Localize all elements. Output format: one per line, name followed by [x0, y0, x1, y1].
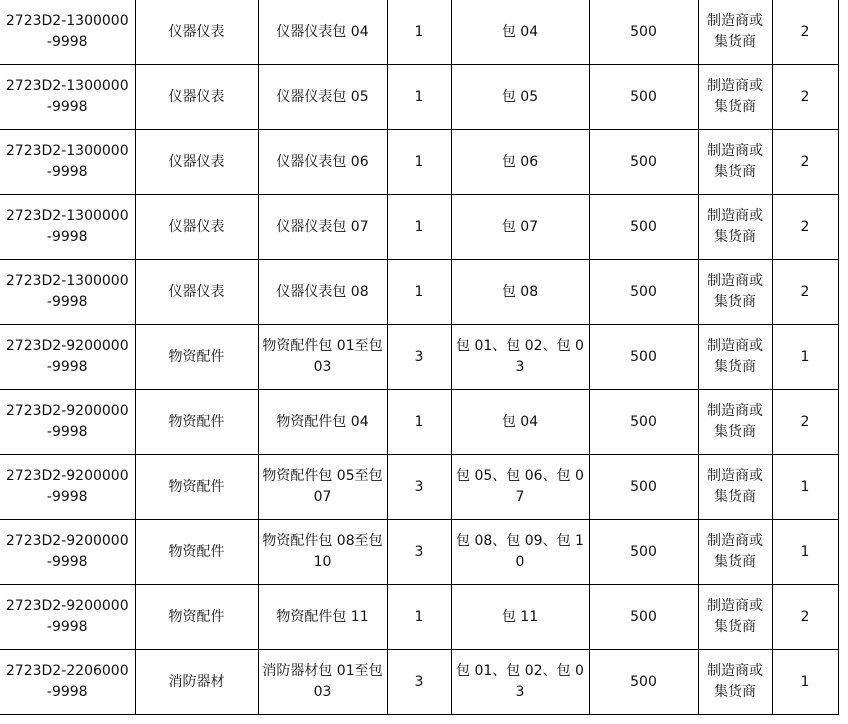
package-no-cell: 包 04 — [451, 390, 589, 455]
code-cell: 2723D2-9200000-9998 — [0, 325, 135, 390]
category-cell: 物资配件 — [135, 390, 258, 455]
table-row — [0, 650, 838, 715]
supplier-type-cell: 制造商或集货商 — [698, 195, 772, 260]
amount-cell: 500 — [589, 130, 698, 195]
amount-cell: 500 — [589, 390, 698, 455]
package-no-cell: 包 06 — [451, 130, 589, 195]
amount-cell: 500 — [589, 195, 698, 260]
qty-cell: 2 — [772, 195, 838, 260]
count-cell: 3 — [387, 325, 451, 390]
amount-cell: 500 — [589, 65, 698, 130]
amount-cell: 500 — [589, 325, 698, 390]
code-cell: 2723D2-1300000-9998 — [0, 195, 135, 260]
qty-cell: 1 — [772, 520, 838, 585]
category-cell: 仪器仪表 — [135, 260, 258, 325]
qty-cell: 1 — [772, 455, 838, 520]
package-no-cell: 包 08、包 09、包 10 — [451, 520, 589, 585]
category-cell: 仪器仪表 — [135, 65, 258, 130]
qty-cell: 2 — [772, 0, 838, 65]
table-row — [0, 130, 838, 195]
qty-cell: 1 — [772, 325, 838, 390]
count-cell: 1 — [387, 260, 451, 325]
count-cell: 1 — [387, 0, 451, 65]
count-cell: 1 — [387, 390, 451, 455]
package-name-cell: 仪器仪表包 08 — [258, 260, 387, 325]
package-name-cell: 仪器仪表包 05 — [258, 65, 387, 130]
package-name-cell: 物资配件包 01至包 03 — [258, 325, 387, 390]
package-name-cell: 仪器仪表包 04 — [258, 0, 387, 65]
count-cell: 3 — [387, 520, 451, 585]
qty-cell: 2 — [772, 260, 838, 325]
qty-cell: 2 — [772, 585, 838, 650]
count-cell: 1 — [387, 65, 451, 130]
amount-cell: 500 — [589, 585, 698, 650]
count-cell: 1 — [387, 130, 451, 195]
package-no-cell: 包 05 — [451, 65, 589, 130]
table-row — [0, 0, 838, 65]
qty-cell: 2 — [772, 130, 838, 195]
table-row — [0, 325, 838, 390]
supplier-type-cell: 制造商或集货商 — [698, 260, 772, 325]
table-row — [0, 260, 838, 325]
package-name-cell: 消防器材包 01至包 03 — [258, 650, 387, 715]
supplier-type-cell: 制造商或集货商 — [698, 0, 772, 65]
category-cell: 物资配件 — [135, 520, 258, 585]
code-cell: 2723D2-1300000-9998 — [0, 65, 135, 130]
code-cell: 2723D2-2206000-9998 — [0, 650, 135, 715]
package-no-cell: 包 08 — [451, 260, 589, 325]
code-cell: 2723D2-9200000-9998 — [0, 520, 135, 585]
supplier-type-cell: 制造商或集货商 — [698, 520, 772, 585]
qty-cell: 2 — [772, 390, 838, 455]
amount-cell: 500 — [589, 455, 698, 520]
table-row — [0, 455, 838, 520]
qty-cell: 1 — [772, 650, 838, 715]
table-row — [0, 585, 838, 650]
code-cell: 2723D2-9200000-9998 — [0, 585, 135, 650]
supplier-type-cell: 制造商或集货商 — [698, 325, 772, 390]
package-no-cell: 包 04 — [451, 0, 589, 65]
package-name-cell: 物资配件包 08至包 10 — [258, 520, 387, 585]
category-cell: 仪器仪表 — [135, 130, 258, 195]
supplier-type-cell: 制造商或集货商 — [698, 130, 772, 195]
package-name-cell: 物资配件包 11 — [258, 585, 387, 650]
supplier-type-cell: 制造商或集货商 — [698, 585, 772, 650]
category-cell: 物资配件 — [135, 455, 258, 520]
package-name-cell: 仪器仪表包 07 — [258, 195, 387, 260]
code-cell: 2723D2-9200000-9998 — [0, 455, 135, 520]
table-row — [0, 390, 838, 455]
supplier-type-cell: 制造商或集货商 — [698, 65, 772, 130]
package-no-cell: 包 01、包 02、包 03 — [451, 325, 589, 390]
code-cell: 2723D2-9200000-9998 — [0, 390, 135, 455]
package-no-cell: 包 11 — [451, 585, 589, 650]
code-cell: 2723D2-1300000-9998 — [0, 130, 135, 195]
table-row — [0, 65, 838, 130]
qty-cell: 2 — [772, 65, 838, 130]
package-name-cell: 仪器仪表包 06 — [258, 130, 387, 195]
package-no-cell: 包 01、包 02、包 03 — [451, 650, 589, 715]
category-cell: 仪器仪表 — [135, 195, 258, 260]
code-cell: 2723D2-1300000-9998 — [0, 0, 135, 65]
amount-cell: 500 — [589, 0, 698, 65]
package-no-cell: 包 05、包 06、包 07 — [451, 455, 589, 520]
table-row — [0, 195, 838, 260]
supplier-type-cell: 制造商或集货商 — [698, 455, 772, 520]
count-cell: 3 — [387, 455, 451, 520]
code-cell: 2723D2-1300000-9998 — [0, 260, 135, 325]
category-cell: 仪器仪表 — [135, 0, 258, 65]
count-cell: 1 — [387, 585, 451, 650]
category-cell: 消防器材 — [135, 650, 258, 715]
package-name-cell: 物资配件包 04 — [258, 390, 387, 455]
category-cell: 物资配件 — [135, 325, 258, 390]
category-cell: 物资配件 — [135, 585, 258, 650]
supplier-type-cell: 制造商或集货商 — [698, 390, 772, 455]
count-cell: 1 — [387, 195, 451, 260]
supplier-type-cell: 制造商或集货商 — [698, 650, 772, 715]
amount-cell: 500 — [589, 260, 698, 325]
table-row — [0, 520, 838, 585]
amount-cell: 500 — [589, 520, 698, 585]
package-no-cell: 包 07 — [451, 195, 589, 260]
count-cell: 3 — [387, 650, 451, 715]
amount-cell: 500 — [589, 650, 698, 715]
package-name-cell: 物资配件包 05至包 07 — [258, 455, 387, 520]
